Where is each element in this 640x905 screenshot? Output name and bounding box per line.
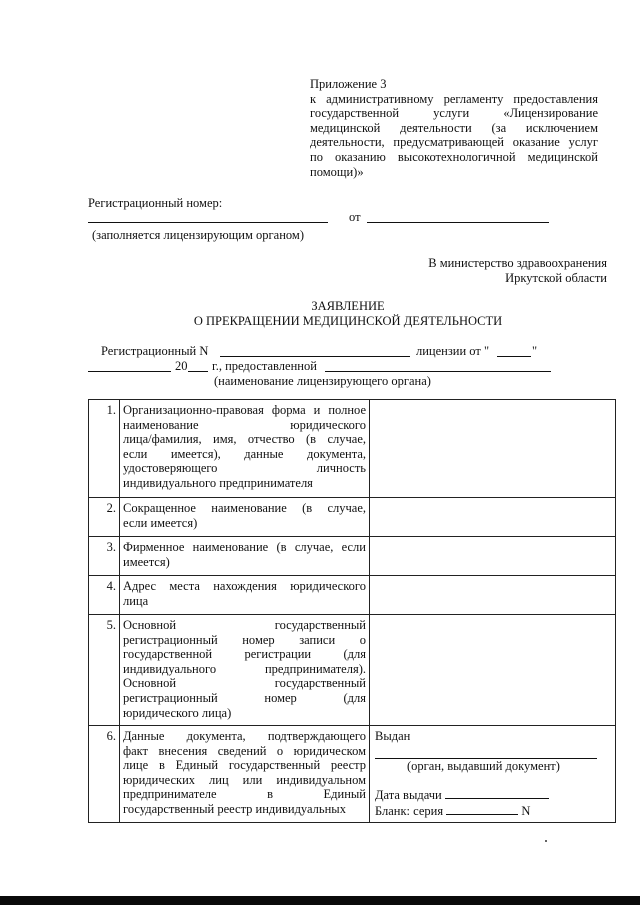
appendix-line: помощи)» [310,164,364,179]
license-year-suffix: г., предоставленной [212,359,317,373]
issued-label: Выдан [375,729,411,743]
label-line: индивидуального предпринимателя [123,475,313,490]
label-line: юридического лица) [123,705,232,720]
license-reg-label: Регистрационный N [101,344,209,358]
label-line: удостоверяющего личность [123,461,366,476]
issue-date-field[interactable] [445,787,549,799]
license-month-field[interactable] [88,371,171,372]
row-number: 1. [89,400,120,498]
registration-hint: (заполняется лицензирующим органом) [92,228,304,242]
label-line: государственной регистрации (для [123,647,366,662]
appendix-line: медицинской деятельности (за исключением [310,120,598,135]
license-reg-number-field[interactable] [220,356,410,357]
label-line: наименование юридического [123,417,366,432]
label-line: Основной государственный [123,676,366,691]
row-label [120,498,370,537]
label-line: регистрационный номер записи о [123,632,366,647]
label-line: предпринимателе в Единый [123,787,366,802]
row-value-field[interactable] [370,576,616,615]
table-row [89,498,616,537]
row-number: 4. [89,576,120,615]
addressee-line-1: В министерство здравоохранения [428,256,607,270]
licensing-authority-field[interactable] [325,371,551,372]
label-line: Адрес места нахождения юридического [123,579,366,593]
label-line: факт внесения сведений о юридическом [123,743,366,758]
appendix-line: по оказанию высокотехнологичной медицинской [310,149,598,164]
appendix-line: к административному регламенту предоставления [310,91,598,106]
label-line: лица/фамилия, имя, отчество (в случае, [123,432,366,447]
blank-series-field[interactable] [446,803,518,815]
appendix-block [310,77,598,179]
issue-date-row [375,787,612,803]
table-row [89,576,616,615]
label-line: регистрационный номер (для [123,690,366,705]
row-label [120,537,370,576]
row-label [120,400,370,498]
issued-hint: (орган, выдавший документ) [407,758,560,773]
table-row [89,537,616,576]
row-value-field[interactable] [370,400,616,498]
row-value-field[interactable] [370,537,616,576]
blank-number-label: N [521,803,531,818]
row-label [120,576,370,615]
label-line: лица [123,593,149,608]
appendix-line: деятельности, предусматривающей оказание услуг [310,135,598,150]
scan-bottom-edge [0,896,640,905]
addressee-line-2: Иркутской области [505,271,607,285]
license-quote-close: " [532,344,538,358]
label-line: Фирменное наименование (в случае, если [123,540,366,554]
label-line: Основной государственный [123,618,366,632]
licensing-authority-hint: (наименование лицензирующего органа) [214,374,431,388]
issued-by-field[interactable] [375,746,597,759]
appendix-line: Приложение 3 [310,77,387,91]
label-line: Сокращенное наименование (в случае, [123,501,366,515]
label-line: Данные документа, подтверждающего [123,729,366,743]
document-title: ЗАЯВЛЕНИЕ [311,299,385,313]
row-value-field[interactable] [370,498,616,537]
blank-series-label: Бланк: серия [375,803,444,818]
row-value-field[interactable] [370,615,616,726]
registration-label: Регистрационный номер: [88,196,223,210]
label-line: имеется) [123,554,170,569]
registration-number-field[interactable] [88,222,328,223]
label-line: государственный реестр индивидуальных [123,801,346,816]
license-year-prefix: 20 [175,359,188,373]
issue-date-label: Дата выдачи [375,788,442,803]
document-subtitle: О ПРЕКРАЩЕНИИ МЕДИЦИНСКОЙ ДЕЯТЕЛЬНОСТИ [193,314,503,328]
table-row [89,615,616,726]
label-line: индивидуального предпринимателя). [123,661,366,676]
registration-from-label: от [349,210,361,224]
row-label [120,615,370,726]
label-line: если имеется), данные документа, [123,446,366,461]
table-row [89,726,616,823]
row-number: 6. [89,726,120,823]
scan-speck [545,840,547,842]
label-line: если имеется) [123,515,198,530]
registration-date-field[interactable] [367,222,549,223]
label-line: лице в Единый государственный реестр [123,758,366,773]
row-number: 3. [89,537,120,576]
row-value-field [370,726,616,823]
table-row [89,400,616,498]
blank-row [375,803,612,819]
row-label [120,726,370,823]
label-line: юридических лиц или индивидуальном [123,772,366,787]
label-line: Организационно-правовая форма и полное [123,403,366,417]
license-day-field[interactable] [497,356,531,357]
license-year-field[interactable] [188,371,208,372]
application-form-table [88,399,616,823]
row-number: 5. [89,615,120,726]
row-number: 2. [89,498,120,537]
appendix-line: государственной услуги «Лицензирование [310,106,598,121]
license-from-label: лицензии от " [416,344,490,358]
